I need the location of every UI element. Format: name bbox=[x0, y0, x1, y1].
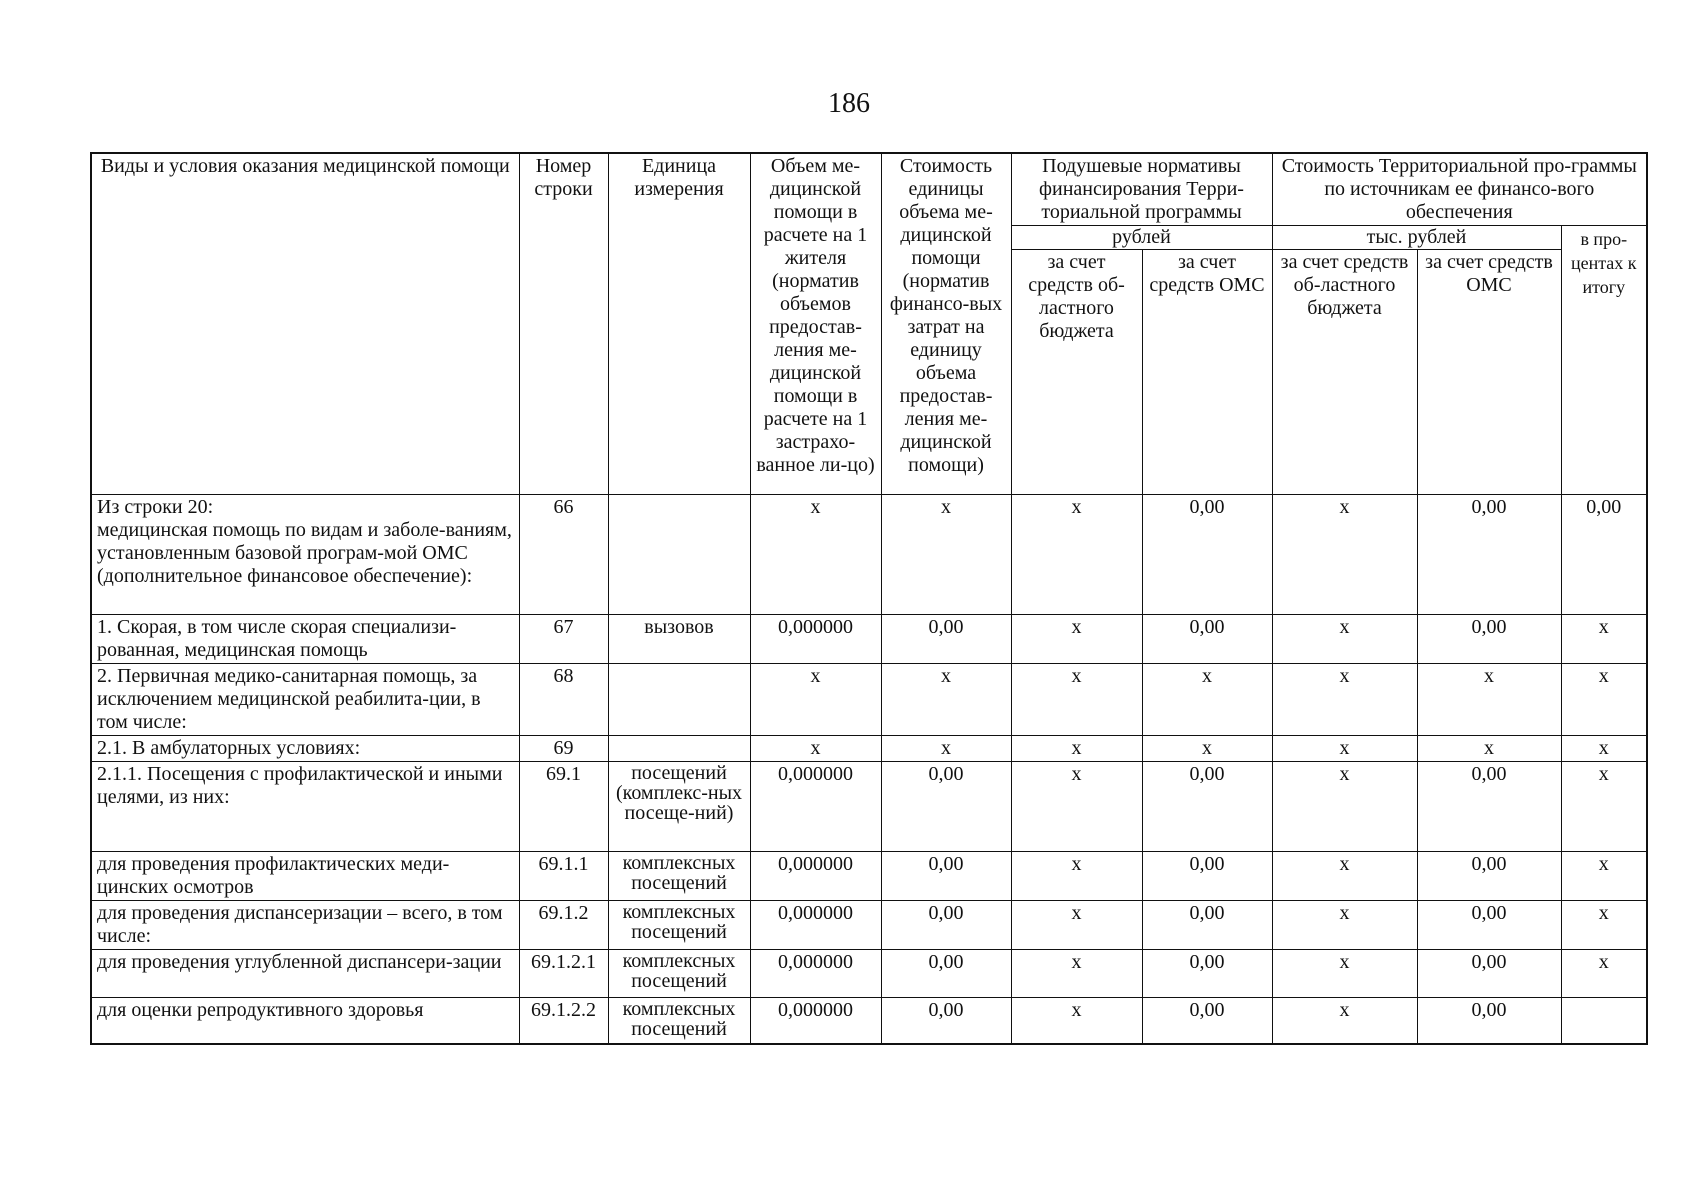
table-row bbox=[91, 950, 1647, 998]
row-cost-oms: х bbox=[1417, 664, 1561, 736]
row-per-capita-budget: х bbox=[1011, 736, 1142, 762]
row-cost-budget: х bbox=[1272, 736, 1417, 762]
header-row-1 bbox=[91, 153, 1647, 226]
row-number: 69 bbox=[519, 736, 608, 762]
row-unit bbox=[608, 664, 750, 736]
row-volume: х bbox=[750, 736, 881, 762]
row-per-capita-budget: х bbox=[1011, 615, 1142, 664]
row-percent: х bbox=[1561, 615, 1647, 664]
row-percent: х bbox=[1561, 762, 1647, 852]
page-number: 186 bbox=[828, 88, 870, 119]
row-number: 69.1.2.1 bbox=[519, 950, 608, 998]
row-unit-cost: 0,00 bbox=[881, 762, 1011, 852]
row-number: 68 bbox=[519, 664, 608, 736]
row-cost-oms: 0,00 bbox=[1417, 762, 1561, 852]
row-unit-cost: 0,00 bbox=[881, 852, 1011, 901]
row-cost-oms: 0,00 bbox=[1417, 950, 1561, 998]
table-row bbox=[91, 762, 1647, 852]
row-volume: 0,000000 bbox=[750, 950, 881, 998]
row-number: 67 bbox=[519, 615, 608, 664]
financing-table bbox=[90, 152, 1648, 1045]
row-volume: 0,000000 bbox=[750, 762, 881, 852]
row-per-capita-oms: 0,00 bbox=[1142, 901, 1272, 950]
row-number: 69.1.2 bbox=[519, 901, 608, 950]
row-unit-cost: 0,00 bbox=[881, 615, 1011, 664]
row-number: 66 bbox=[519, 495, 608, 615]
row-per-capita-budget: х bbox=[1011, 762, 1142, 852]
row-cost-oms: 0,00 bbox=[1417, 901, 1561, 950]
row-per-capita-budget: х bbox=[1011, 950, 1142, 998]
table-row bbox=[91, 664, 1647, 736]
row-cost-oms: х bbox=[1417, 736, 1561, 762]
row-cost-oms: 0,00 bbox=[1417, 615, 1561, 664]
row-cost-budget: х bbox=[1272, 998, 1417, 1044]
row-unit bbox=[608, 495, 750, 615]
row-unit-cost: 0,00 bbox=[881, 998, 1011, 1044]
table-row bbox=[91, 615, 1647, 664]
row-volume: 0,000000 bbox=[750, 615, 881, 664]
header-percent: в про-центах к итогу bbox=[1561, 226, 1647, 495]
row-volume: 0,000000 bbox=[750, 998, 881, 1044]
row-per-capita-budget: х bbox=[1011, 901, 1142, 950]
row-name: для проведения диспансеризации – всего, в том числе: bbox=[91, 901, 519, 950]
row-unit: вызовов bbox=[608, 615, 750, 664]
row-name: Из строки 20: медицинская помощь по видам и заболе-ваниям, установленным базовой програм-мой ОМС (дополнительное финансовое обеспечение): bbox=[91, 495, 519, 615]
row-name: 2.1.1. Посещения с профилактической и иными целями, из них: bbox=[91, 762, 519, 852]
row-name: 2.1. В амбулаторных условиях: bbox=[91, 736, 519, 762]
row-percent bbox=[1561, 998, 1647, 1044]
header-per-capita-budget: за счет средств об-ластного бюджета bbox=[1011, 250, 1142, 495]
row-cost-budget: х bbox=[1272, 615, 1417, 664]
row-percent: 0,00 bbox=[1561, 495, 1647, 615]
row-cost-oms: 0,00 bbox=[1417, 998, 1561, 1044]
row-percent: х bbox=[1561, 950, 1647, 998]
row-name: 2. Первичная медико-санитарная помощь, за исключением медицинской реабилита-ции, в том числе: bbox=[91, 664, 519, 736]
row-unit: комплексных посещений bbox=[608, 852, 750, 901]
row-unit-cost: 0,00 bbox=[881, 901, 1011, 950]
row-cost-budget: х bbox=[1272, 495, 1417, 615]
row-number: 69.1 bbox=[519, 762, 608, 852]
header-thousand-rubles: тыс. рублей bbox=[1272, 226, 1561, 250]
row-unit: посещений (комплекс-ных посеще-ний) bbox=[608, 762, 750, 852]
header-type: Виды и условия оказания медицинской помощи bbox=[91, 153, 519, 495]
row-per-capita-oms: 0,00 bbox=[1142, 495, 1272, 615]
table-row bbox=[91, 901, 1647, 950]
table-row bbox=[91, 998, 1647, 1044]
row-unit bbox=[608, 736, 750, 762]
row-cost-budget: х bbox=[1272, 762, 1417, 852]
header-rubles: рублей bbox=[1011, 226, 1272, 250]
row-per-capita-budget: х bbox=[1011, 664, 1142, 736]
row-percent: х bbox=[1561, 736, 1647, 762]
row-volume: 0,000000 bbox=[750, 901, 881, 950]
row-per-capita-budget: х bbox=[1011, 998, 1142, 1044]
row-number: 69.1.1 bbox=[519, 852, 608, 901]
table-row bbox=[91, 852, 1647, 901]
row-cost-budget: х bbox=[1272, 664, 1417, 736]
row-cost-oms: 0,00 bbox=[1417, 495, 1561, 615]
row-percent: х bbox=[1561, 901, 1647, 950]
row-unit-cost: х bbox=[881, 664, 1011, 736]
row-unit: комплексных посещений bbox=[608, 901, 750, 950]
row-per-capita-oms: 0,00 bbox=[1142, 950, 1272, 998]
row-cost-budget: х bbox=[1272, 852, 1417, 901]
row-per-capita-oms: 0,00 bbox=[1142, 852, 1272, 901]
header-unit-cost: Стоимость единицы объема ме-дицинской помощи (норматив финансо-вых затрат на единицу объема предостав-ления ме-дицинской помощи) bbox=[881, 153, 1011, 495]
table-row bbox=[91, 495, 1647, 615]
row-cost-oms: 0,00 bbox=[1417, 852, 1561, 901]
header-per-capita-norms: Подушевые нормативы финансирования Терри-ториальной программы bbox=[1011, 153, 1272, 226]
header-unit: Единица измерения bbox=[608, 153, 750, 495]
row-per-capita-budget: х bbox=[1011, 495, 1142, 615]
row-unit: комплексных посещений bbox=[608, 950, 750, 998]
row-unit-cost: 0,00 bbox=[881, 950, 1011, 998]
row-name: для проведения профилактических меди-цинских осмотров bbox=[91, 852, 519, 901]
row-per-capita-budget: х bbox=[1011, 852, 1142, 901]
row-name: для проведения углубленной диспансери-зации bbox=[91, 950, 519, 998]
row-percent: х bbox=[1561, 852, 1647, 901]
row-number: 69.1.2.2 bbox=[519, 998, 608, 1044]
header-per-capita-oms: за счет средств ОМС bbox=[1142, 250, 1272, 495]
row-volume: х bbox=[750, 664, 881, 736]
row-volume: 0,000000 bbox=[750, 852, 881, 901]
header-volume: Объем ме-дицинской помощи в расчете на 1 жителя (норматив объемов предостав-ления ме-дицинской помощи в расчете на 1 застрахо-ванное ли-цо) bbox=[750, 153, 881, 495]
header-cost-oms: за счет средств ОМС bbox=[1417, 250, 1561, 495]
row-volume: х bbox=[750, 495, 881, 615]
row-percent: х bbox=[1561, 664, 1647, 736]
row-per-capita-oms: х bbox=[1142, 664, 1272, 736]
row-cost-budget: х bbox=[1272, 950, 1417, 998]
header-row-number: Номер строки bbox=[519, 153, 608, 495]
header-cost-budget: за счет средств об-ластного бюджета bbox=[1272, 250, 1417, 495]
row-unit-cost: х bbox=[881, 736, 1011, 762]
header-program-cost: Стоимость Территориальной про-граммы по источникам ее финансо-вого обеспечения bbox=[1272, 153, 1647, 226]
row-per-capita-oms: 0,00 bbox=[1142, 998, 1272, 1044]
row-per-capita-oms: 0,00 bbox=[1142, 762, 1272, 852]
row-unit-cost: х bbox=[881, 495, 1011, 615]
row-per-capita-oms: 0,00 bbox=[1142, 615, 1272, 664]
row-per-capita-oms: х bbox=[1142, 736, 1272, 762]
row-name: для оценки репродуктивного здоровья bbox=[91, 998, 519, 1044]
table-row bbox=[91, 736, 1647, 762]
row-cost-budget: х bbox=[1272, 901, 1417, 950]
row-name: 1. Скорая, в том числе скорая специализи-рованная, медицинская помощь bbox=[91, 615, 519, 664]
row-unit: комплексных посещений bbox=[608, 998, 750, 1044]
